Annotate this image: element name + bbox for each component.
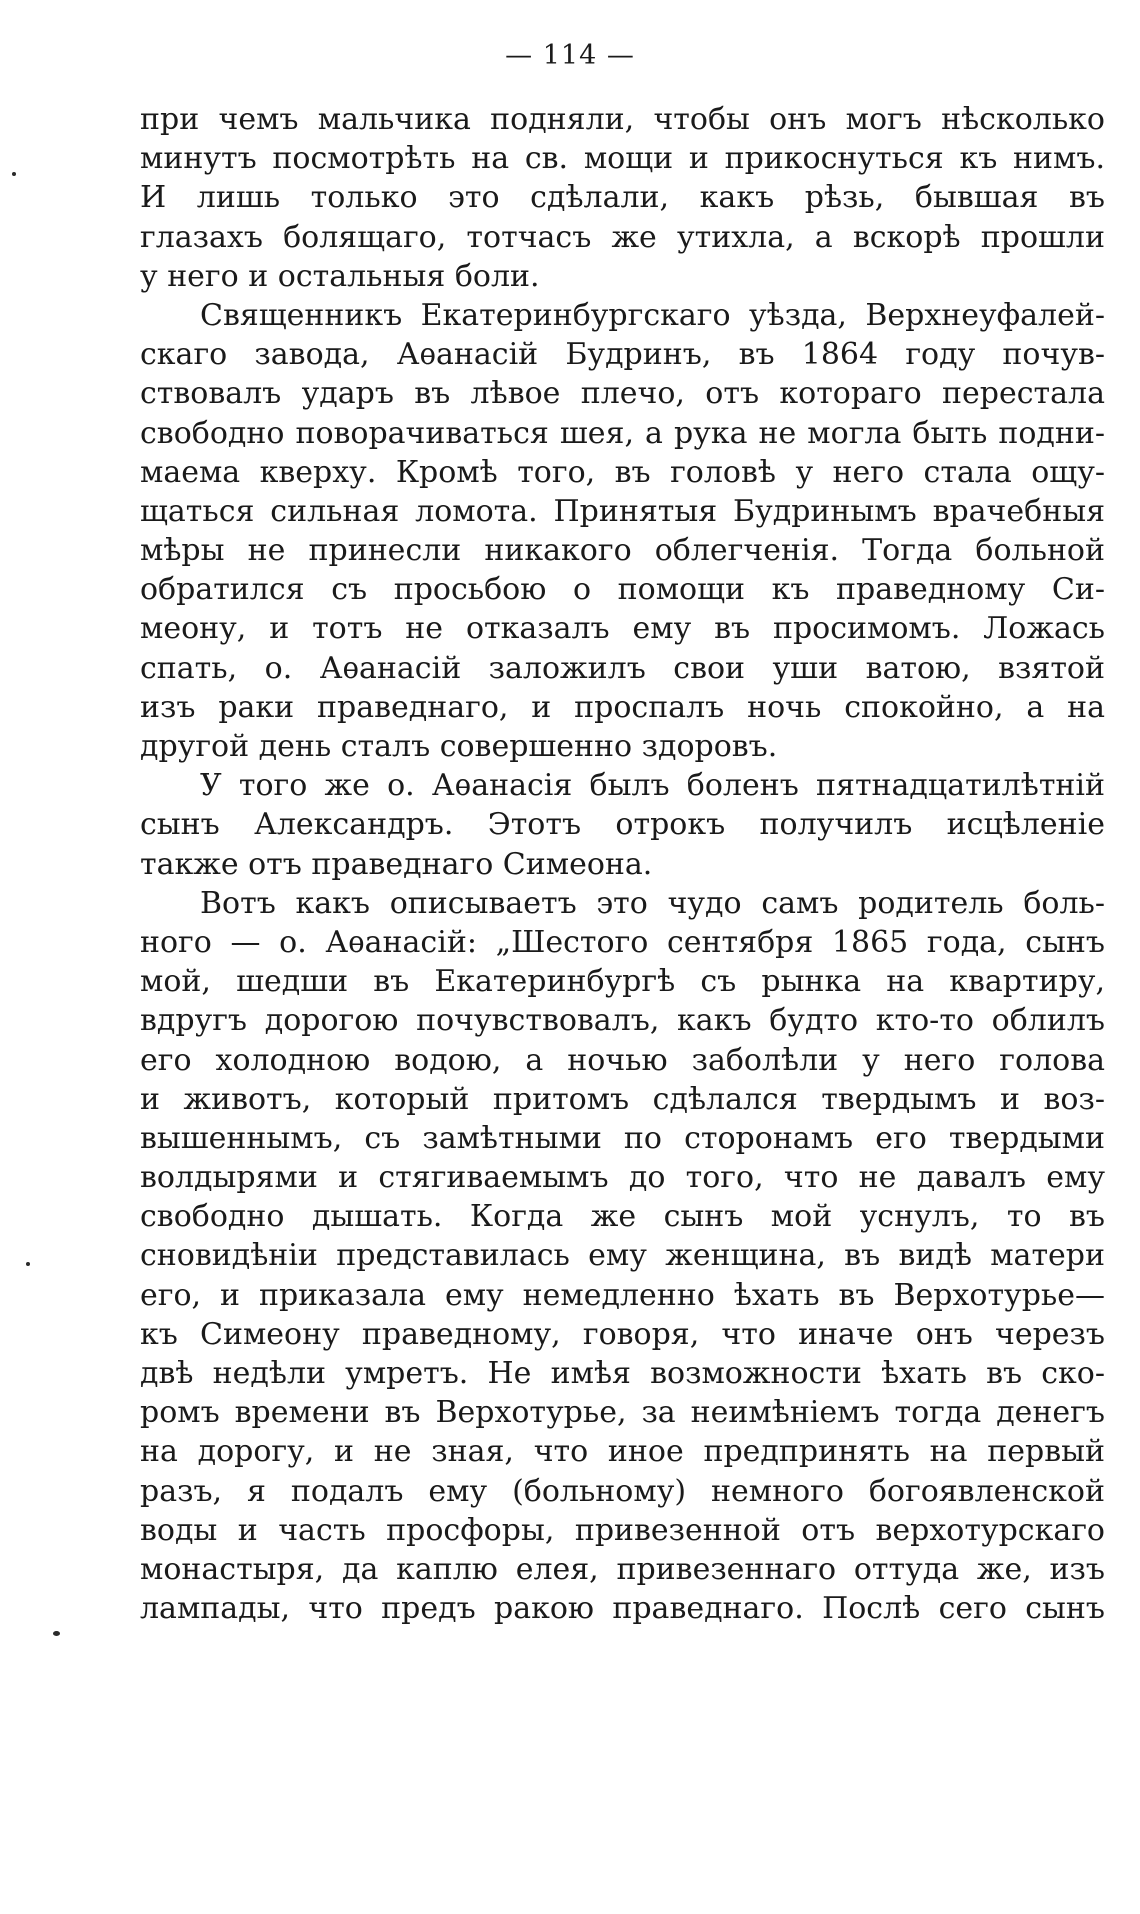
text-line: ного — о. Аѳанасій: „Шестого сентября 1865 года, сынъ <box>140 924 1105 960</box>
page-body <box>140 100 1105 1628</box>
text-line: щаться сильная ломота. Принятыя Будринымъ врачебныя <box>140 493 1105 529</box>
text-line: спать, о. Аѳанасій заложилъ свои уши ватою, взятой <box>140 650 1105 686</box>
page-number: — 114 — <box>505 40 635 71</box>
text-line: мой, шедши въ Екатеринбургѣ съ рынка на квартиру, <box>140 964 1105 1000</box>
text-line: лампады, что предъ ракою праведнаго. Послѣ сего сынъ <box>140 1591 1105 1627</box>
text-line: на дорогу, и не зная, что иное предпринять на первый <box>140 1434 1105 1470</box>
paragraph-2 <box>140 296 1105 766</box>
text-line: обратился съ просьбою о помощи къ праведному Си- <box>140 572 1105 608</box>
text-line: изъ раки праведнаго, и проспалъ ночь спокойно, а на <box>140 689 1105 725</box>
text-line: также отъ праведнаго Симеона. <box>140 846 653 882</box>
scan-speck <box>26 1262 30 1266</box>
text-line: сынъ Александръ. Этотъ отрокъ получилъ исцѣленіе <box>140 807 1105 843</box>
paragraph-3 <box>140 766 1105 884</box>
text-line: волдырями и стягиваемымъ до того, что не давалъ ему <box>140 1160 1105 1196</box>
text-line: ромъ времени въ Верхотурье, за неимѣніемъ тогда денегъ <box>140 1395 1105 1431</box>
text-line: разъ, я подалъ ему (больному) немного богоявленской <box>140 1473 1105 1509</box>
text-line: другой день сталъ совершенно здоровъ. <box>140 729 778 764</box>
text-line: монастыря, да каплю елея, привезеннаго оттуда же, изъ <box>140 1551 1105 1587</box>
text-line: къ Симеону праведному, говоря, что иначе онъ черезъ <box>140 1316 1105 1352</box>
text-line: И лишь только это сдѣлали, какъ рѣзь, бывшая въ <box>140 180 1105 216</box>
paragraph-1 <box>140 100 1105 296</box>
text-line: свободно поворачиваться шея, а рука не могла быть подни- <box>140 415 1105 451</box>
paragraph-4 <box>140 884 1105 1629</box>
text-line: у него и остальныя боли. <box>140 258 540 294</box>
text-line: Вотъ какъ описываетъ это чудо самъ родитель боль- <box>200 885 1105 921</box>
text-line: сновидѣніи представилась ему женщина, въ видѣ матери <box>140 1238 1105 1274</box>
text-line: ствовалъ ударъ въ лѣвое плечо, отъ котораго перестала <box>140 376 1105 412</box>
text-line: вышеннымъ, съ замѣтными по сторонамъ его твердыми <box>140 1120 1105 1156</box>
text-line: его, и приказала ему немедленно ѣхать въ Верхотурье— <box>140 1277 1105 1313</box>
text-line: Священникъ Екатеринбургскаго уѣзда, Верхнеуфалей- <box>200 297 1105 333</box>
text-line: глазахъ болящаго, тотчасъ же утихла, а вскорѣ прошли <box>140 219 1105 255</box>
text-line: при чемъ мальчика подняли, чтобы онъ могъ нѣсколько <box>140 102 1105 137</box>
text-line: его холодною водою, а ночью заболѣли у него голова <box>140 1042 1105 1078</box>
text-line: маема кверху. Кромѣ того, въ головѣ у него стала ощу- <box>140 454 1105 490</box>
text-line: У того же о. Аѳанасія былъ боленъ пятнадцатилѣтній <box>200 768 1105 804</box>
text-line: и животъ, который притомъ сдѣлался твердымъ и воз- <box>140 1081 1105 1117</box>
text-line: воды и часть просфоры, привезенной отъ верхотурскаго <box>140 1512 1105 1548</box>
text-line: мѣры не принесли никакого облегченія. Тогда больной <box>140 533 1105 569</box>
scan-speck <box>53 1631 60 1636</box>
text-line: двѣ недѣли умретъ. Не имѣя возможности ѣхать въ ско- <box>140 1356 1105 1391</box>
text-line: минутъ посмотрѣть на св. мощи и прикоснуться къ нимъ. <box>140 141 1105 177</box>
scan-speck <box>12 172 16 176</box>
text-line: вдругъ дорогою почувствовалъ, какъ будто кто-то облилъ <box>140 1003 1105 1039</box>
text-line: меону, и тотъ не отказалъ ему въ просимомъ. Ложась <box>140 611 1105 647</box>
text-line: скаго завода, Аѳанасій Будринъ, въ 1864 году почув- <box>140 337 1105 373</box>
text-line: свободно дышать. Когда же сынъ мой уснулъ, то въ <box>140 1199 1105 1235</box>
